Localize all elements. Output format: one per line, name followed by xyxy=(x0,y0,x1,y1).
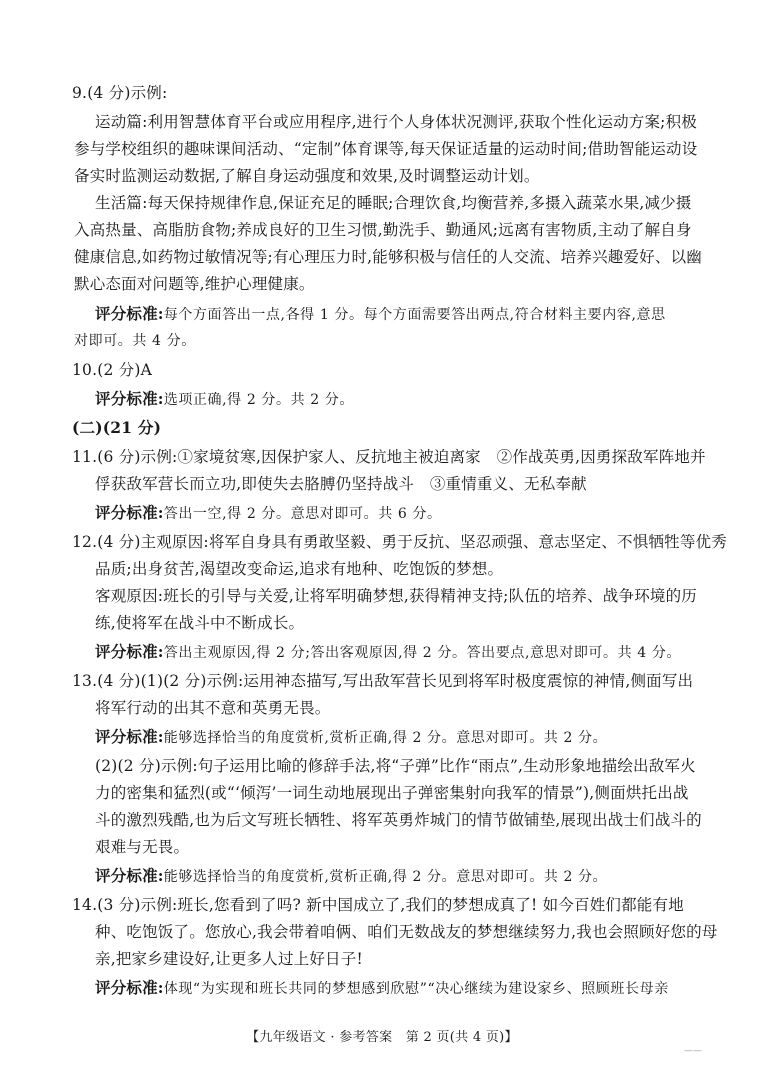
q13-part2-line: 艰难与无畏。 xyxy=(95,838,190,856)
q9-heading: 9.(4 分)示例: xyxy=(72,84,168,102)
scoring-text: 答出一空,得 2 分。意思对即可。共 6 分。 xyxy=(163,506,442,522)
q12-line: 品质;出身贫苦,渴望改变命运,追求有地种、吃饱饭的梦想。 xyxy=(95,560,504,578)
q14-line: 种、吃饱饭了。您放心,我会带着咱俩、咱们无数战友的梦想继续努力,我也会照顾好您的母 xyxy=(95,923,718,941)
section-heading: (二)(21 分) xyxy=(72,418,162,437)
q9-sport-line: 参与学校组织的趣味课间活动、“定制”体育课等,每天保证适量的运动时间;借助智能运动设 xyxy=(74,140,698,158)
scoring-label: 评分标准: xyxy=(95,304,164,323)
scoring-text: 每个方面答出一点,各得 1 分。每个方面需要答出两点,符合材料主要内容,意思 xyxy=(163,307,666,323)
q9-scoring-text: 对即可。共 4 分。 xyxy=(74,333,196,349)
scoring-label: 评分标准: xyxy=(95,503,164,522)
scoring-text: 选项正确,得 2 分。共 2 分。 xyxy=(163,392,354,408)
q13-line: 13.(4 分)(1)(2 分)示例:运用神态描写,写出敌军营长见到将军时极度震惊的神情,侧面写出 xyxy=(72,672,694,690)
scoring-text: 答出主观原因,得 2 分;答出客观原因,得 2 分。答出要点,意思对即可。共 4 分。 xyxy=(163,645,682,661)
q11-line: 11.(6 分)示例:①家境贫寒,因保护家人、反抗地主被迫离家 ②作战英勇,因勇探敌军阵地并 xyxy=(72,448,706,466)
footer-mark: —— xyxy=(684,1046,702,1056)
q14-line: 亲,把家乡建设好,让更多人过上好日子! xyxy=(95,950,363,968)
scoring-label: 评分标准: xyxy=(95,727,164,746)
scoring-text: 能够选择恰当的角度赏析,赏析正确,得 2 分。意思对即可。共 2 分。 xyxy=(163,869,608,885)
q9-life-line: 默心态面对问题等,维护心理健康。 xyxy=(74,275,315,293)
q11-scoring-standard xyxy=(95,503,442,524)
q9-sport-line: 备实时监测运动数据,了解自身运动强度和效果,及时调整运动计划。 xyxy=(74,167,540,185)
q9-life-line: 入高热量、高脂肪食物;养成良好的卫生习惯,勤洗手、勤通风;远离有害物质,主动了解自身 xyxy=(74,221,692,239)
q9-life-line: 健康信息,如药物过敏情况等;有心理压力时,能够积极与信任的人交流、培养兴趣爱好、以幽 xyxy=(74,248,702,266)
scoring-text: 体现“为实现和班长共同的梦想感到欣慰”“决心继续为建设家乡、照顾班长母亲 xyxy=(163,981,669,997)
q14-scoring-standard xyxy=(95,978,669,999)
page-footer: 【九年级语文 · 参考答案 第 2 页(共 4 页)】 xyxy=(246,1030,518,1045)
q10-heading: 10.(2 分)A xyxy=(72,361,153,379)
scoring-label: 评分标准: xyxy=(95,389,164,408)
q11-line: 俘获敌军营长而立功,即使失去胳膊仍坚持战斗 ③重情重义、无私奉献 xyxy=(95,475,587,493)
q9-sport-line: 运动篇:利用智慧体育平台或应用程序,进行个人身体状况测评,获取个性化运动方案;积极 xyxy=(95,113,698,131)
q10-scoring-standard xyxy=(95,389,354,410)
scoring-text: 能够选择恰当的角度赏析,赏析正确,得 2 分。意思对即可。共 2 分。 xyxy=(163,730,608,746)
scoring-label: 评分标准: xyxy=(95,978,164,997)
scoring-label: 评分标准: xyxy=(95,866,164,885)
q13-part2-line: (2)(2 分)示例:句子运用比喻的修辞手法,将“子弹”比作“雨点”,生动形象地描绘出敌军火 xyxy=(95,757,696,775)
scoring-label: 评分标准: xyxy=(95,642,164,661)
q13-part2-line: 力的密集和猛烈(或“‘倾泻’一词生动地展现出子弹密集射向我军的情景”),侧面烘托出战 xyxy=(95,784,689,802)
q12-objective-line: 客观原因:班长的引导与关爱,让将军明确梦想,获得精神支持;队伍的培养、战争环境的历 xyxy=(95,587,698,605)
q12-line: 12.(4 分)主观原因:将军自身具有勇敢坚毅、勇于反抗、坚忍顽强、意志坚定、不惧牺牲等优秀 xyxy=(72,533,727,551)
q14-line: 14.(3 分)示例:班长,您看到了吗? 新中国成立了,我们的梦想成真了! 如今百姓们都能有地 xyxy=(72,896,684,914)
q13-scoring-standard-1 xyxy=(95,727,607,748)
q9-life-line: 生活篇:每天保持规律作息,保证充足的睡眠;合理饮食,均衡营养,多摄入蔬菜水果,减少摄 xyxy=(95,194,692,212)
q13-part2-line: 斗的激烈残酷,也为后文写班长牺牲、将军英勇炸城门的情节做铺垫,展现出战士们战斗的 xyxy=(95,811,702,829)
q12-scoring-standard xyxy=(95,642,681,663)
q13-scoring-standard-2 xyxy=(95,866,607,887)
q9-scoring-standard xyxy=(95,304,666,325)
q13-line: 将军行动的出其不意和英勇无畏。 xyxy=(95,699,331,717)
q12-objective-line: 练,使将军在战斗中不断成长。 xyxy=(95,614,305,632)
